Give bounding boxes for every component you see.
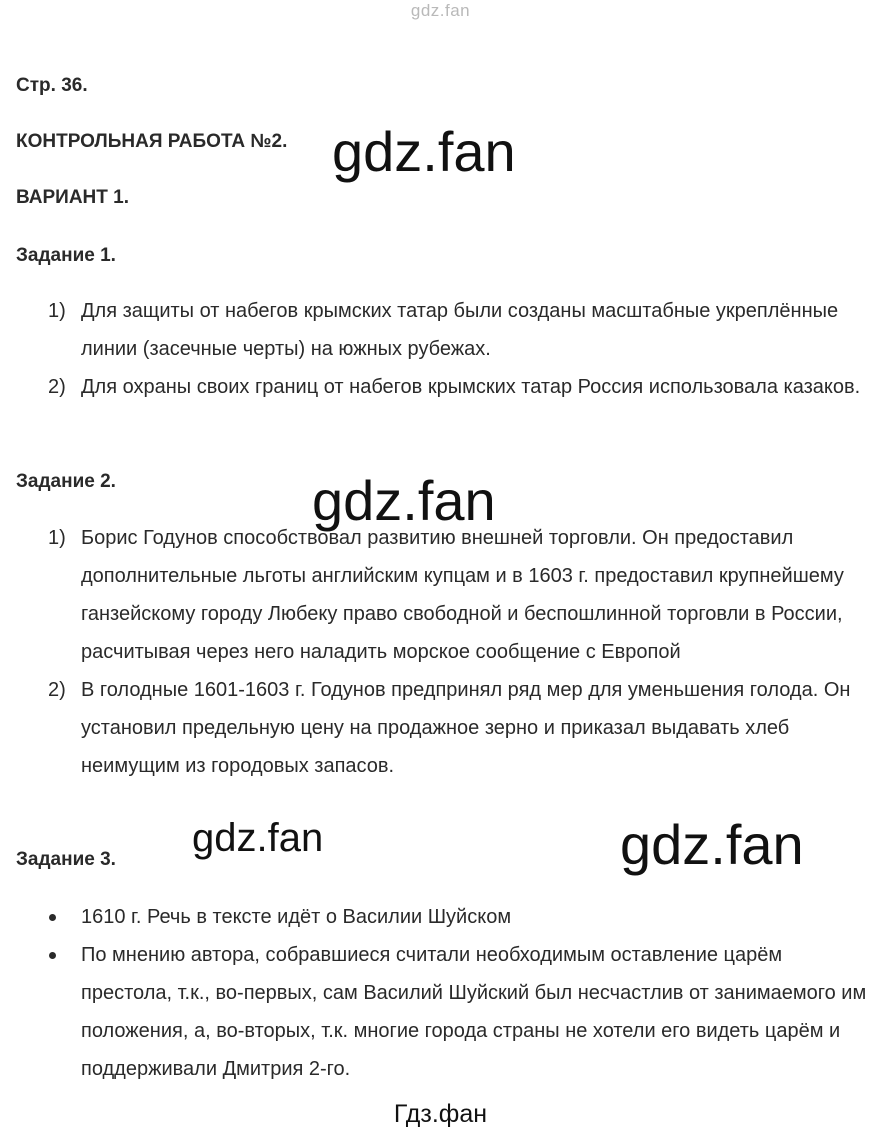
list-item: [0, 898, 881, 936]
list-item: [0, 292, 881, 368]
list-item-text: В голодные 1601-1603 г. Годунов предпринял ряд мер для уменьшения голода. Он установил предельную цену на продажное зерно и приказал выдавать хлеб неимущим из городовых запасов.: [81, 679, 851, 777]
task-1-heading: Задание 1.: [16, 245, 116, 266]
list-item: [0, 671, 881, 785]
list-marker: 2): [48, 376, 66, 398]
list-marker: 1): [48, 527, 66, 549]
bullet-icon: [49, 952, 56, 959]
task-2-list: [0, 519, 881, 785]
site-watermark-top: gdz.fan: [410, 1, 471, 20]
task-3-list: [0, 898, 881, 1088]
task-2-heading: Задание 2.: [16, 471, 116, 492]
list-item-text: Борис Годунов способствовал развитию внешней торговли. Он предоставил дополнительные льготы английским купцам и в 1603 г. предоставил крупнейшему ганзейскому городу Любеку право свободной и беспошлинной торговли в России, расчитывая через него наладить морское сообщение с Европой: [81, 527, 844, 663]
list-item-text: Для защиты от набегов крымских татар были созданы масштабные укреплённые линии (засечные черты) на южных рубежах.: [81, 300, 839, 360]
bullet-icon: [49, 914, 56, 921]
task-3-heading: Задание 3.: [16, 849, 116, 870]
watermark-text: gdz.fan: [620, 813, 804, 876]
watermark-text: gdz.fan: [312, 469, 496, 532]
watermark-text: gdz.fan: [192, 816, 324, 860]
list-item: [0, 519, 881, 671]
list-item-text: 1610 г. Речь в тексте идёт о Василии Шуйском: [81, 906, 512, 928]
page-reference: Стр. 36.: [16, 75, 88, 96]
list-item-text: Для охраны своих границ от набегов крымских татар Россия использовала казаков.: [81, 376, 861, 398]
list-item: [0, 936, 881, 1088]
watermark-text: gdz.fan: [332, 120, 516, 183]
list-item-text: По мнению автора, собравшиеся считали необходимым оставление царём престола, т.к., во-первых, сам Василий Шуйский был несчастлив от занимаемого им положения, а, во-вторых, т.к. многие города страны не хотели его видеть царём и поддерживали Дмитрия 2-го.: [81, 944, 867, 1080]
list-marker: 1): [48, 300, 66, 322]
footer-watermark: Гдз.фан: [393, 1100, 488, 1128]
task-1-list: [0, 292, 881, 406]
list-item: [0, 368, 881, 406]
list-marker: 2): [48, 679, 66, 701]
variant-heading: ВАРИАНТ 1.: [16, 187, 129, 208]
document-title: КОНТРОЛЬНАЯ РАБОТА №2.: [16, 131, 288, 152]
